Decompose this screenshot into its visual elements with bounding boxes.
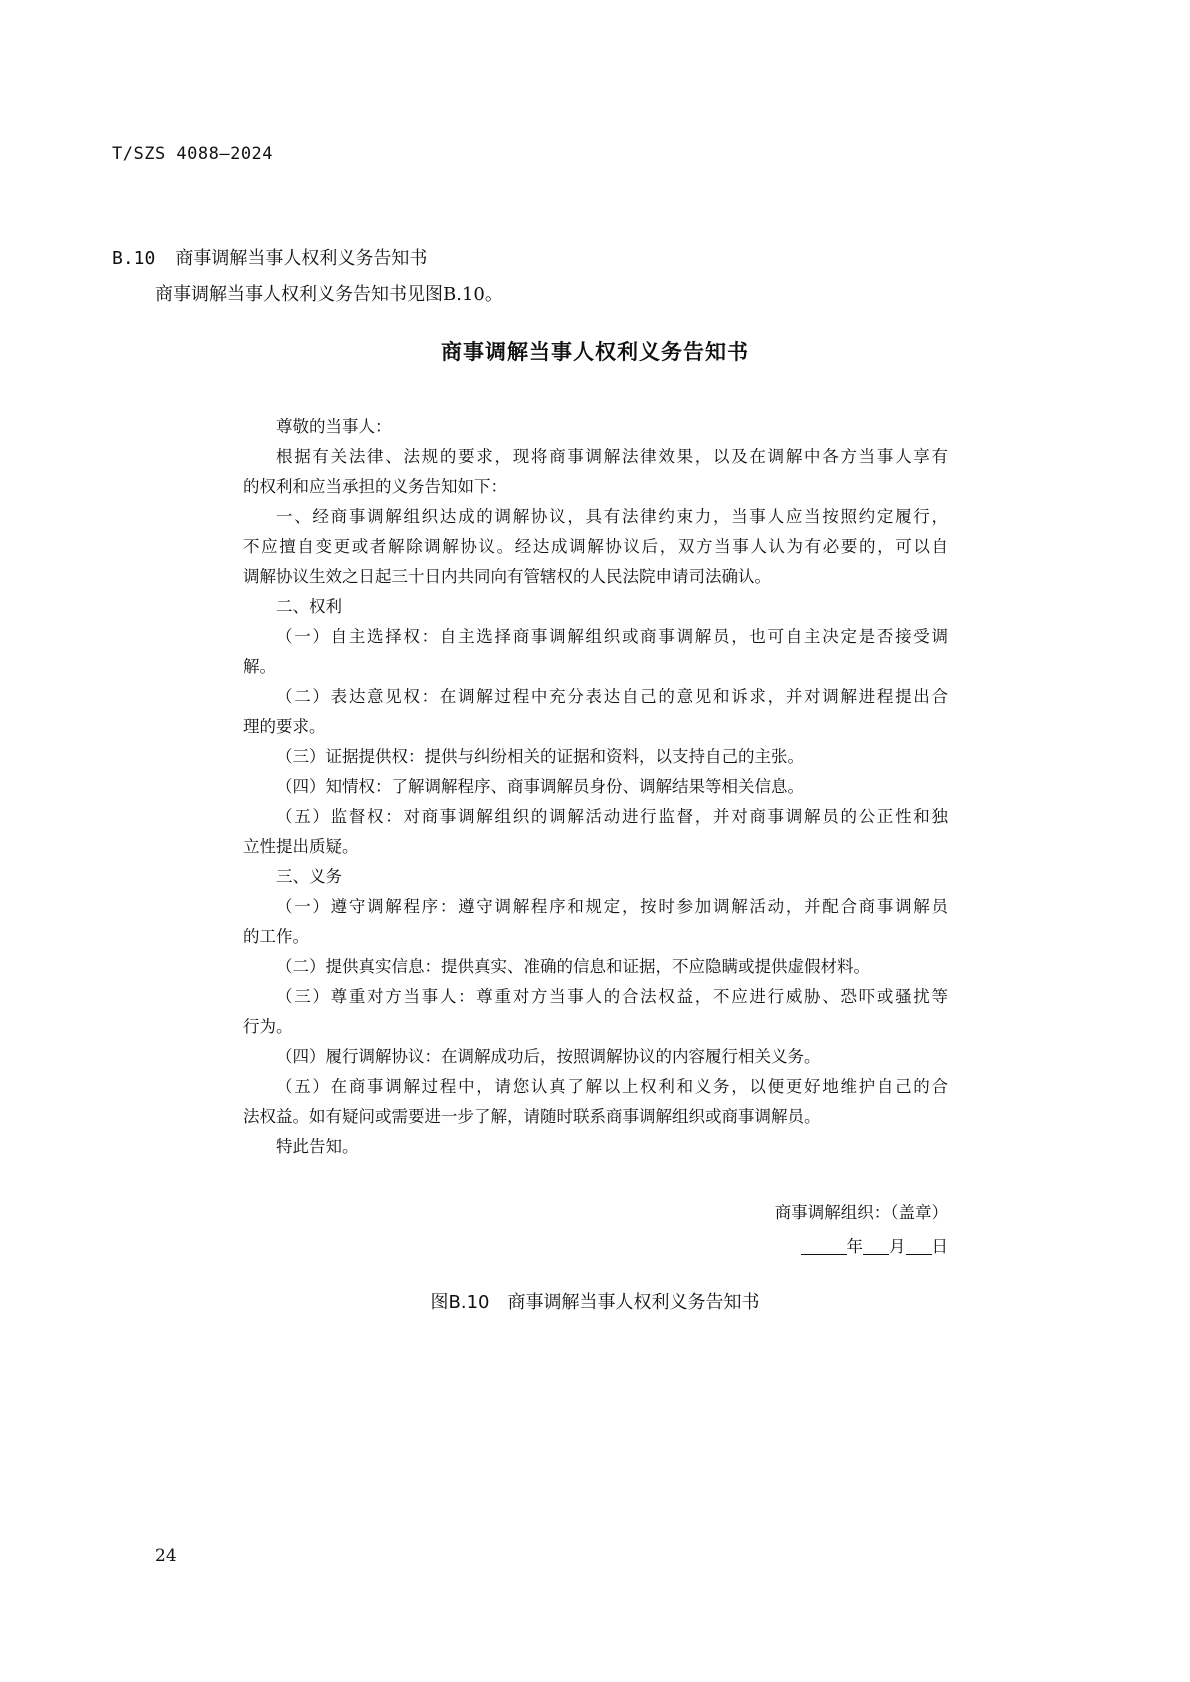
duty-4: （四）履行调解协议：在调解成功后，按照调解协议的内容履行相关义务。 — [276, 1047, 821, 1066]
caption-number: 图B.10 — [430, 1292, 490, 1313]
duty-1-line-2: 的工作。 — [243, 927, 309, 946]
duty-1-line-1: （一）遵守调解程序：遵守调解程序和规定，按时参加调解活动，并配合商事调解员 — [276, 897, 948, 916]
intro-line-2: 的权利和应当承担的义务告知如下： — [243, 477, 507, 496]
section-heading — [112, 244, 427, 270]
right-5-line-2: 立性提出质疑。 — [243, 837, 359, 856]
signature-block — [775, 1196, 948, 1264]
notice-body — [243, 412, 948, 1162]
standard-code: T/SZS 4088—2024 — [112, 144, 274, 164]
date-month-label: 月 — [889, 1237, 906, 1256]
caption-title: 商事调解当事人权利义务告知书 — [507, 1292, 760, 1313]
duty-3-line-1: （三）尊重对方当事人：尊重对方当事人的合法权益，不应进行威胁、恐吓或骚扰等 — [276, 987, 948, 1006]
duty-2: （二）提供真实信息：提供真实、准确的信息和证据，不应隐瞒或提供虚假材料。 — [276, 957, 870, 976]
section-intro: 商事调解当事人权利义务告知书见图B.10。 — [155, 284, 503, 305]
date-line — [775, 1230, 948, 1264]
closing-line: 特此告知。 — [276, 1137, 359, 1156]
effect-line-3: 调解协议生效之日起三十日内共同向有管辖权的人民法院申请司法确认。 — [243, 567, 771, 586]
right-1-line-1: （一）自主选择权：自主选择商事调解组织或商事调解员，也可自主决定是否接受调 — [276, 627, 948, 646]
duty-3-line-2: 行为。 — [243, 1017, 293, 1036]
notice-title: 商事调解当事人权利义务告知书 — [441, 340, 749, 364]
right-5-line-1: （五）监督权：对商事调解组织的调解活动进行监督，并对商事调解员的公正性和独 — [276, 807, 948, 826]
rights-heading: 二、权利 — [276, 597, 342, 616]
right-1-line-2: 解。 — [243, 657, 276, 676]
right-2-line-2: 理的要求。 — [243, 717, 326, 736]
right-3: （三）证据提供权：提供与纠纷相关的证据和资料，以支持自己的主张。 — [276, 747, 804, 766]
duties-heading: 三、义务 — [276, 867, 342, 886]
section-number: B.10 — [112, 248, 156, 269]
signature-line: 商事调解组织：（盖章） — [774, 1203, 948, 1222]
effect-line-2: 不应擅自变更或者解除调解协议。经达成调解协议后，双方当事人认为有必要的，可以自 — [243, 537, 948, 556]
date-year-label: 年 — [846, 1237, 863, 1256]
year-blank — [801, 1236, 847, 1255]
day-blank — [906, 1236, 932, 1255]
section-title: 商事调解当事人权利义务告知书 — [175, 248, 428, 269]
duty-5-line-2: 法权益。如有疑问或需要进一步了解，请随时联系商事调解组织或商事调解员。 — [243, 1107, 821, 1126]
page-number: 24 — [155, 1546, 177, 1566]
effect-line-1: 一、经商事调解组织达成的调解协议，具有法律约束力，当事人应当按照约定履行， — [276, 507, 948, 526]
intro-line-1: 根据有关法律、法规的要求，现将商事调解法律效果，以及在调解中各方当事人享有 — [276, 447, 948, 466]
greeting: 尊敬的当事人： — [276, 417, 392, 436]
month-blank — [863, 1236, 889, 1255]
date-day-label: 日 — [931, 1237, 948, 1256]
duty-5-line-1: （五）在商事调解过程中，请您认真了解以上权利和义务，以便更好地维护自己的合 — [276, 1077, 948, 1096]
right-2-line-1: （二）表达意见权：在调解过程中充分表达自己的意见和诉求，并对调解进程提出合 — [276, 687, 948, 706]
figure-caption — [0, 1288, 1190, 1314]
right-4: （四）知情权：了解调解程序、商事调解员身份、调解结果等相关信息。 — [276, 777, 804, 796]
